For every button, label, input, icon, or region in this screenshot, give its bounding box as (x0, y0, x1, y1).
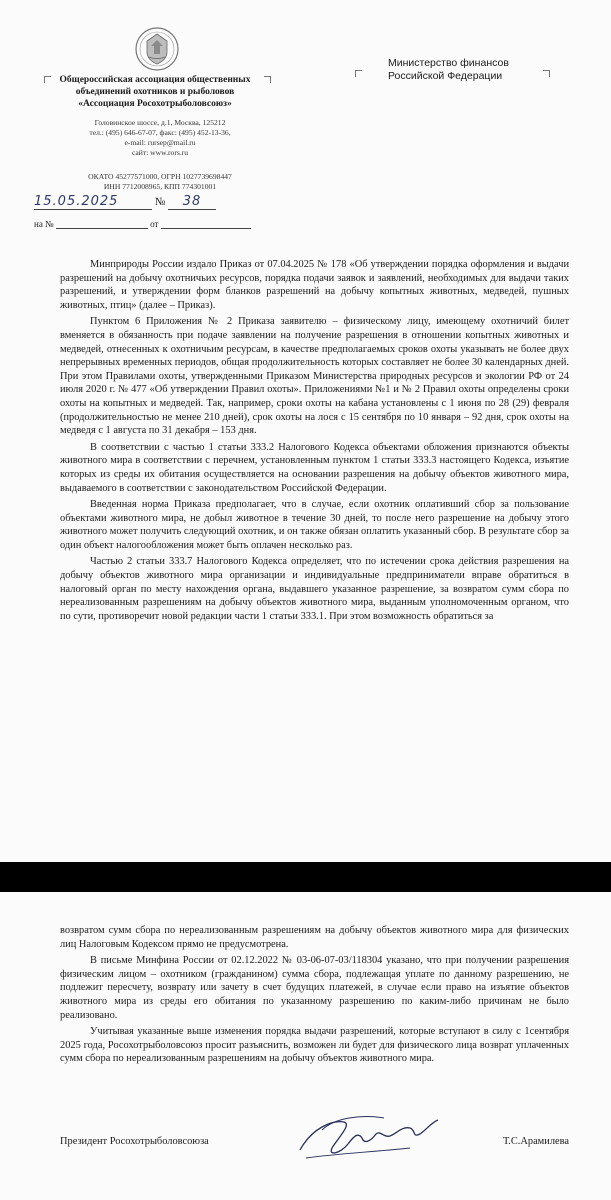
recipient-corner-mark (543, 70, 550, 77)
paragraph: Пунктом 6 Приложения № 2 Приказа заявителю – физическому лицу, имеющему охотничий билет вменяется в обязанность при подаче заявлении на получение разрешения в отношении копытных животных и медведей, отнесенных к охотничьим ресурсам, в качестве предполагаемых сроков охоты указывать не более двух непрерывных временных периодов, общая продолжительность которых составляет не более 30 календарных дней. При этом Правилами охоты, утвержденными Приказом Министерства природных ресурсов и экологии РФ от 24 июля 2020 г. № 477 «Об утверждении Правил охоты». Приложениями №1 и № 2 Правил охоты определены сроки охоты на копытных и медведей. Так, например, сроки охоты на кабана установлены с 1 июня по 28 (29) февраля (продолжительностью не менее 210 дней), срок охоты на лося с 15 сентября по 10 января – 92 дня, срок охоты на медведя с 1 августа по 31 декабря – 153 дня. (60, 316, 569, 437)
ref-from: от (150, 219, 159, 229)
paragraph: Минприроды России издало Приказ от 07.04.2025 № 178 «Об утверждении порядка оформления и выдачи разрешений на добычу охотничьих ресурсов, порядка подачи заявок и заявлений, необходимых для выдачи таких разрешений, и утверждении форм бланков разрешений на добычу копытных животных, медведей, пушных животных, птиц» (далее – Приказ). (60, 259, 569, 311)
ref-number-blank (56, 219, 148, 229)
outgoing-date-number (34, 194, 216, 210)
paragraph: Частью 2 статьи 333.7 Налогового Кодекса определяет, что по истечении срока действия разрешения на добычу объектов животного мира организации и индивидуальные предприниматели вправе обратиться в налоговый орган по месту нахождения органа, выдавшего указанное разрешение, за возвратом сумм сбора по нереализованным разрешениям на добычу объектов животного мира, выданным уполномоченным органом, что по сути, противоречит новой редакции части 1 статьи 333.1. При этом возможность обратиться за (60, 556, 569, 622)
ref-date-blank (161, 219, 251, 229)
reference-line (34, 219, 251, 229)
organization-registration: ОКАТО 45277571000, ОГРН 1027739698447 ИНН 7712008965, КПП 774301001 (88, 172, 232, 191)
organization-name: Общероссийская ассоциация общественных объединений охотников и рыболовов «Ассоциация Росохотрыболовсоюз» (59, 75, 251, 109)
outgoing-date: 15.05.2025 (34, 194, 152, 210)
letter-body-page-1 (60, 258, 569, 626)
recipient-corner-mark (355, 70, 362, 77)
organization-contacts: Головинское шоссе, д.1, Москва, 125212 тел.: (495) 646-67-07, факс: (495) 452-13-36, e-mail: rursep@mail.ru сайт: www.rors.ru (89, 118, 231, 157)
paragraph: В соответствии с частью 1 статьи 333.2 Налогового Кодекса объектами обложения признаются объекты животного мира в соответствии с перечнем, установленным пунктом 1 статьи 333.3 настоящего Кодекса, изъятие которых из среды их обитания осуществляется на основании разрешения на добычу объектов животного мира, выдаваемого в соответствии с законодательством Российской Федерации. (60, 441, 569, 494)
ref-prefix: на № (34, 219, 54, 229)
association-emblem-icon (134, 26, 180, 72)
page-separator (0, 862, 611, 892)
letter-body-page-2 (60, 924, 569, 1069)
number-sign: № (154, 196, 166, 208)
paragraph: возвратом сумм сбора по нереализованным разрешениям на добычу объектов животного мира для физических лиц Налоговым Кодексом прямо не предусмотрена. (60, 925, 569, 950)
signer-name: Т.С.Арамилева (502, 1136, 569, 1147)
handwritten-signature-icon (292, 1108, 442, 1168)
paragraph: Учитывая указанные выше изменения порядка выдачи разрешений, которые вступают в силу с 1сентября 2025 года, Росохотрыболовсоюз просит разъяснить, возможен ли будет для физического лица возврат уплаченных сумм сбора по нереализованным разрешениям на добычу объектов животного мира. (60, 1026, 569, 1065)
paragraph: В письме Минфина России от 02.12.2022 № 03-06-07-03/118304 указано, что при получении разрешения физическим лицом – охотником (гражданином) сумма сбора, подлежащая уплате по данному разрешению, не подлежит пересчету, возврату или зачету в счет будущих платежей, в случае если право на изъятие объектов животного мира из среды его обитания по указанному разрешению по каким-либо причинам не было реализовано. (60, 955, 569, 1021)
paragraph: Введенная норма Приказа предполагает, что в случае, если охотник оплативший сбор за пользование объектами животного мира, не добыл животное в течение 30 дней, то после него разрешение на добычу этого животного может получить следующий охотник, и он также обязан оплатить указанный сбор. В результате сбор за один объект налогообложения может быть оплачен несколько раз. (60, 499, 569, 551)
outgoing-number: 38 (168, 194, 216, 210)
signer-title: Президент Росохотрыболовсоюза (60, 1136, 209, 1147)
recipient-block: Министерство финансов Российской Федерации (388, 57, 509, 82)
letterhead-corner-mark (264, 76, 271, 83)
